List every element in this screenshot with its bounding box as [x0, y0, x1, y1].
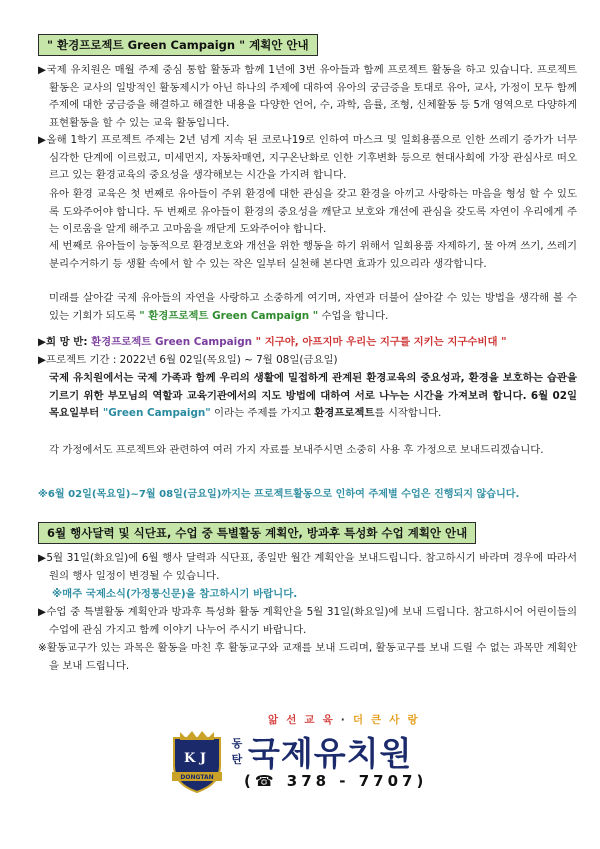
school-motto — [268, 712, 420, 727]
kickoff-text-a: 국제 유치원에서는 국제 가족과 함께 우리의 생활에 밀접하게 관계된 환경교육의 중요성과, 환경을 보호하는 습관을 기르기 위한 부모님의 역할과 교육기관에서의 지도 방법에 대하여 서로 나누는 시간을 가져보려 합니다. 6월 02일 목요일부터 — [49, 372, 577, 420]
school-emblem-icon — [170, 728, 224, 794]
class-slogan: " 지구야, 아프지마 우리는 지구를 지키는 지구수비대 " — [252, 336, 507, 348]
section2-weekly-news-note: ※매주 국제소식(가정통신문)을 참고하시기 바랍니다. — [52, 588, 298, 600]
kickoff-text-d: 를 시작합니다. — [374, 407, 442, 420]
motto-part2: 더 큰 사 랑 — [352, 714, 420, 726]
closing-text-end: 수업을 합니다. — [318, 309, 389, 322]
section1-goal-third-paragraph: 세 번째로 유아들이 능동적으로 환경보호와 개선을 위한 행동을 하기 위해서 일회용품 자제하기, 물 아껴 쓰기, 쓰레기 분리수거하기 등 생활 속에서 할 수 있는 작은 일부터 실천해 본다면 효과가 있으리라 생각합니다. — [49, 240, 577, 270]
class-campaign-name: 환경프로젝트 Green Campaign — [91, 336, 253, 348]
section1-goal-first-paragraph: 유아 환경 교육은 첫 번째로 유아들이 주위 환경에 대한 관심을 갖고 환경을 아끼고 사랑하는 마음을 형성 할 수 있도록 도와주어야 합니다. 두 번째로 유아들이 환경의 중요성을 깨닫고 보호와 개선에 관심을 갖도록 자연이 우리에게 주는 이로움을 알게 해주고 고마움을 깨닫게 도와주어야 합니다. — [49, 188, 577, 236]
class-slogan-line — [38, 334, 566, 352]
kickoff-campaign-name: "Green Campaign" — [102, 407, 211, 420]
section1-kickoff-paragraph — [38, 370, 577, 423]
kickoff-text-b: 이라는 주제를 가지고 — [210, 407, 315, 420]
section1-intro-paragraph: ▶국제 유치원은 매월 주제 중심 통합 활동과 함께 1년에 3번 유아들과 함께 프로젝트 활동을 하고 있습니다. 프로젝트 활동은 교사의 일방적인 활동제시가 아닌 하나의 주제에 대하여 유아의 궁금증을 토대로 유아, 교사, 가정이 모두 함께 주제에 대한 궁금증을 해결하고 해결한 내용을 다양한 언어, 수, 과학, 음률, 조형, 신체활동 등 5개 영역으로 다양하게 표현활동을 할 수 있는 교육 활동입니다. — [38, 64, 577, 129]
section2-special-activity-paragraph: ▶수업 중 특별활동 계획안과 방과후 특성화 활동 계획안을 5월 31일(화요일)에 보내 드립니다. 참고하시어 어린이들의 수업에 관심 가지고 함께 이야기 나누어 주시기 바랍니다. — [38, 606, 577, 636]
section1-closing-paragraph — [38, 290, 577, 325]
section2-materials-note: ※활동교구가 있는 과목은 활동을 마친 후 활동교구와 교재를 보내 드리며, 활동교구를 보내 드릴 수 없는 과목만 계획안을 보내 드립니다. — [38, 642, 577, 672]
section1-title: " 환경프로젝트 Green Campaign " 계획안 안내 — [38, 34, 318, 56]
section1-notice: ※6월 02일(목요일)~7월 08일(금요일)까지는 프로젝트활동으로 인하여 주제별 수업은 진행되지 않습니다. — [38, 489, 520, 500]
section1-materials-paragraph: 각 가정에서도 프로젝트와 관련하여 여러 가지 자료를 보내주시면 소중히 사용 후 가정으로 보내드리겠습니다. — [49, 444, 544, 456]
class-label: ▶희 망 반: — [38, 336, 92, 348]
branch-name: 동탄 — [231, 737, 243, 766]
motto-part1: 앎 선 교 육 — [268, 714, 335, 726]
emblem-banner-text: DONGTAN — [180, 774, 214, 781]
motto-separator: · — [334, 714, 353, 726]
emblem-letters: K J — [184, 751, 206, 766]
closing-text-start: 미래를 살아갈 국제 유아들의 자연을 사랑하고 소중하게 여기며, 자연과 더불어 살아갈 수 있는 방법을 생각해 볼 수 있는 기회가 되도록 — [49, 292, 577, 322]
section2-title: 6월 행사달력 및 식단표, 수업 중 특별활동 계획안, 방과후 특성화 수업 계획안 안내 — [38, 522, 476, 544]
section1-topic-paragraph: ▶올해 1학기 프로젝트 주제는 2년 넘게 지속 된 코로나19로 인하여 마스크 및 일회용품으로 인한 쓰레기 증가가 너무 심각한 단계에 이르렀고, 미세먼지, 자동차매연, 지구온난화로 인한 기후변화 등으로 현대사회에 가장 관심사로 떠오르고 있는 환경교육의 중요성을 생각해보는 시간을 가지려 합니다. — [38, 134, 577, 182]
campaign-name-highlight: " 환경프로젝트 Green Campaign " — [139, 309, 319, 322]
school-name: 국제유치원 — [248, 734, 413, 773]
project-period: ▶프로젝트 기간 : 2022년 6월 02일(목요일) ~ 7월 08일(금요일) — [38, 354, 338, 366]
section2-calendar-paragraph: ▶5월 31일(화요일)에 6월 행사 달력과 식단표, 종일반 월간 계획안을 보내드립니다. 참고하시기 바라며 경우에 따라서 원의 행사 일정이 변경될 수 있습니다. — [38, 552, 577, 582]
kickoff-project-word: 환경프로젝트 — [314, 407, 375, 420]
school-logo — [160, 706, 440, 826]
school-phone: (☎ 378 - 7707) — [244, 772, 428, 790]
